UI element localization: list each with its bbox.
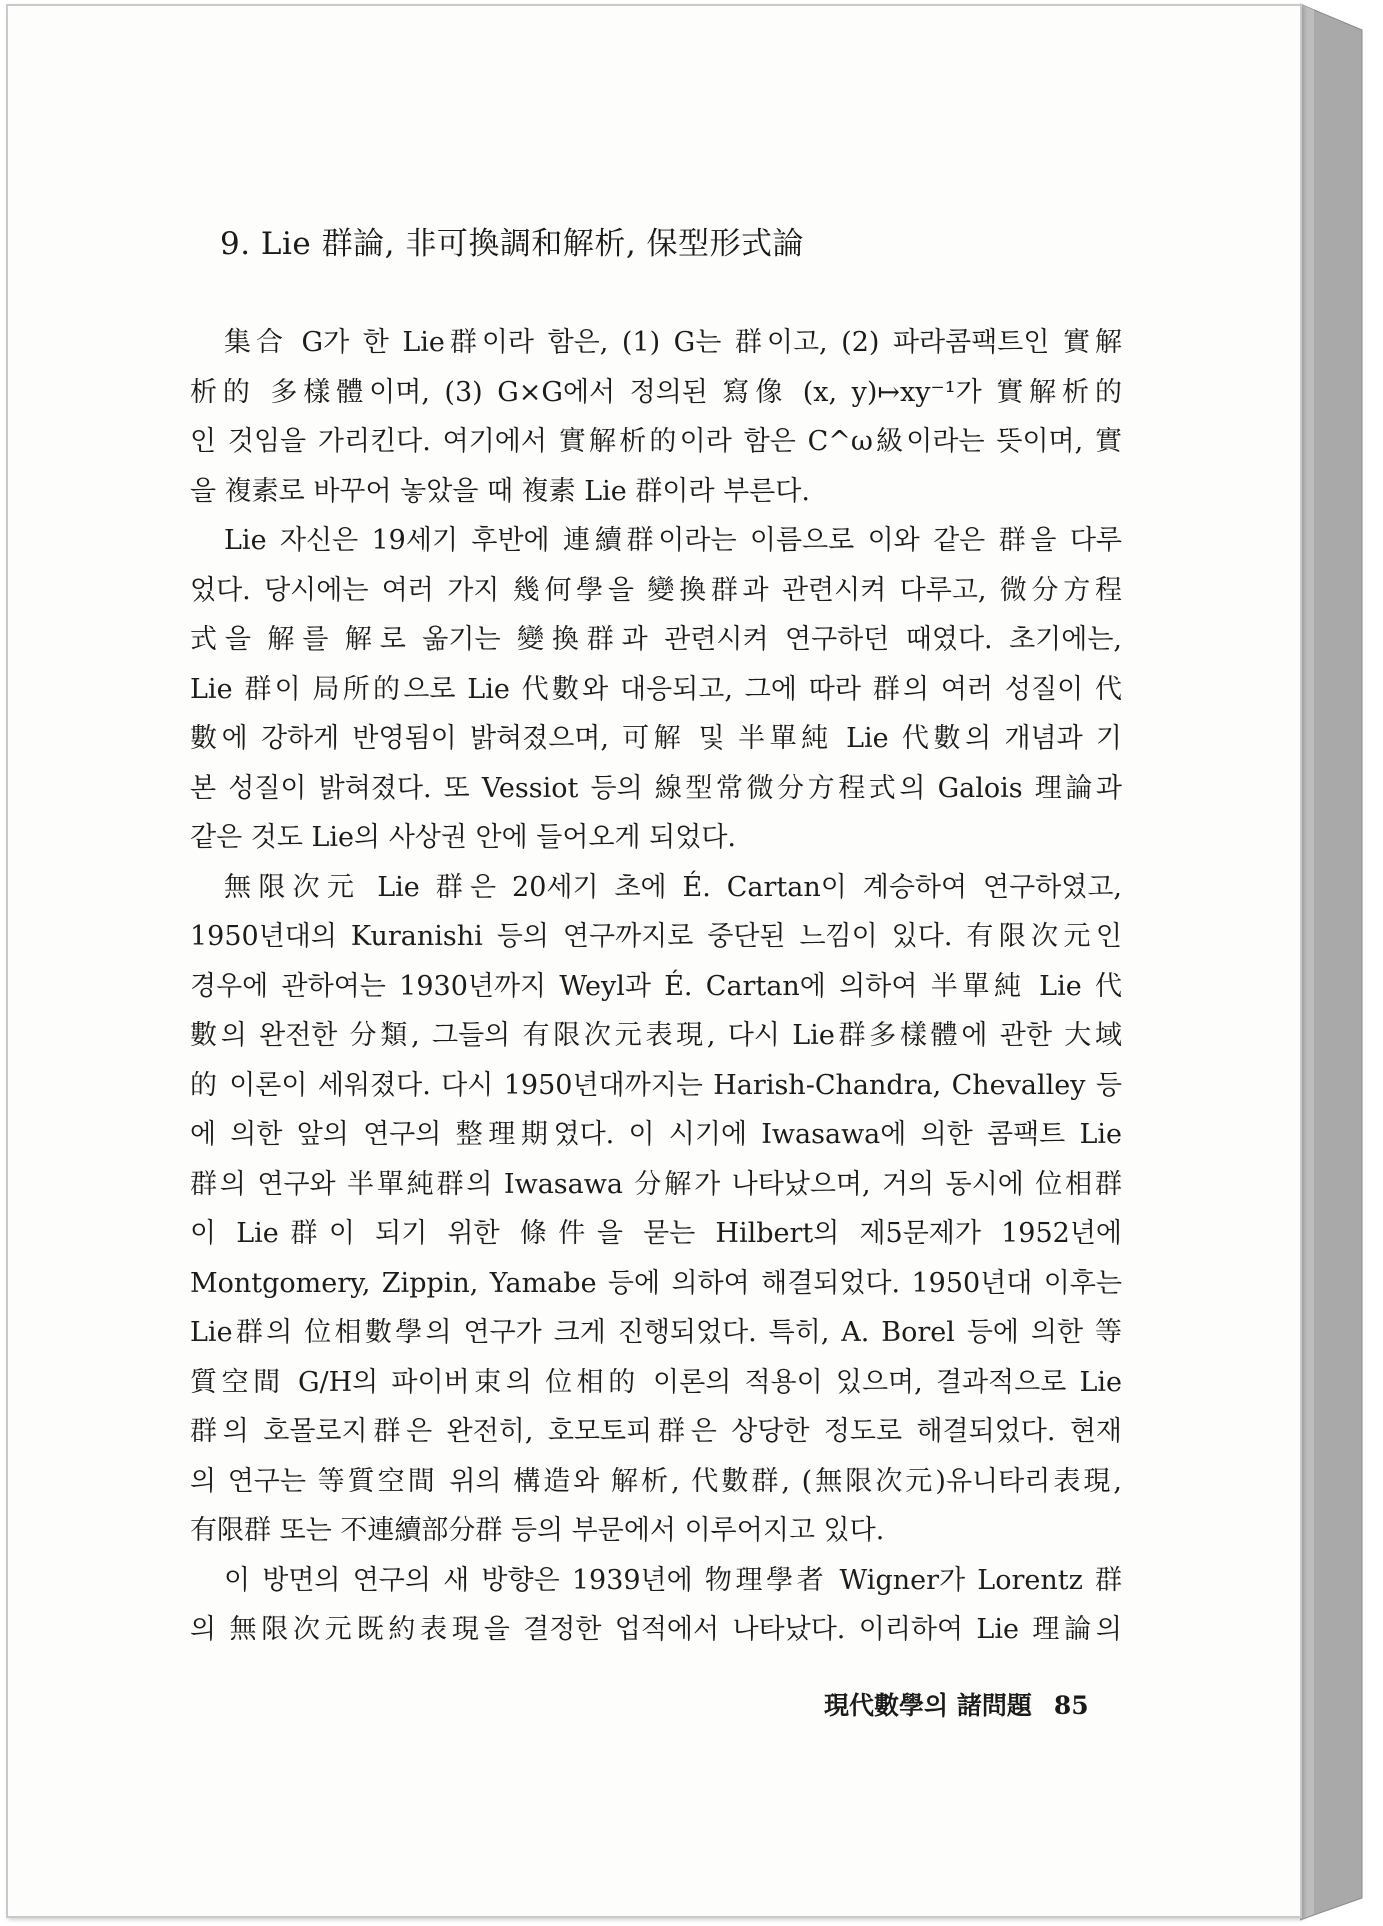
- body-text: [190, 318, 1122, 1655]
- paragraph: [190, 863, 1122, 1556]
- text-line: 본 성질이 밝혀졌다. 또 Vessiot 등의 線型常微分方程式의 Galois 理論과: [190, 772, 1122, 804]
- text-line: 質空間 G/H의 파이버束의 位相的 이론의 적용이 있으며, 결과적으로 Lie: [190, 1366, 1122, 1398]
- text-line: 無限次元 Lie 群은 20세기 초에 É. Cartan이 계승하여 연구하였고,: [224, 871, 1122, 903]
- page: [6, 4, 1302, 1918]
- text-line: 群의 호몰로지群은 완전히, 호모토피群은 상당한 정도로 해결되었다. 현재: [190, 1416, 1122, 1447]
- text-line: 數의 완전한 分類, 그들의 有限次元表現, 다시 Lie群多樣體에 관한 大域: [190, 1020, 1122, 1051]
- text-line: 的 이론이 세워졌다. 다시 1950년대까지는 Harish-Chandra, Chevalley 등: [190, 1069, 1122, 1101]
- text-line: 같은 것도 Lie의 사상권 안에 들어오게 되었다.: [190, 822, 737, 853]
- text-line: Montgomery, Zippin, Yamabe 등에 의하여 해결되었다. 1950년대 이후는: [190, 1267, 1122, 1299]
- text-line: 이 방면의 연구의 새 방향은 1939년에 物理學者 Wigner가 Lorentz 群: [224, 1564, 1122, 1596]
- paragraph: [190, 1556, 1122, 1655]
- text-line: 의 無限次元既約表現을 결정한 업적에서 나타났다. 이리하여 Lie 理論의: [190, 1614, 1122, 1645]
- page-footer: [824, 1686, 1089, 1722]
- paragraph: [190, 318, 1122, 516]
- text-line: 數에 강하게 반영됨이 밝혀졌으며, 可解 및 半單純 Lie 代數의 개념과 기: [190, 723, 1122, 754]
- book-side-edge: [1300, 0, 1370, 1926]
- text-line: 式을 解를 解로 옮기는 變換群과 관련시켜 연구하던 때였다. 초기에는,: [190, 624, 1122, 655]
- text-line: 群의 연구와 半單純群의 Iwasawa 分解가 나타났으며, 거의 동시에 位相群: [190, 1168, 1122, 1200]
- text-line: 에 의한 앞의 연구의 整理期였다. 이 시기에 Iwasawa에 의한 콤팩트 Lie: [190, 1119, 1122, 1150]
- section-heading: 9. Lie 群論, 非可換調和解析, 保型形式論: [220, 226, 805, 262]
- text-line: 析的 多樣體이며, (3) G×G에서 정의된 寫像 (x, y)↦xy⁻¹가 實解析的: [190, 376, 1122, 408]
- text-line: 1950년대의 Kuranishi 등의 연구까지로 중단된 느낌이 있다. 有限次元인: [190, 921, 1122, 952]
- text-line: Lie 群이 局所的으로 Lie 代數와 대응되고, 그에 따라 群의 여러 성질이 代: [190, 673, 1122, 705]
- running-title: 現代數學의 諸問題: [824, 1691, 1032, 1720]
- text-line: Lie 자신은 19세기 후반에 連續群이라는 이름으로 이와 같은 群을 다루: [224, 525, 1122, 556]
- text-line: 이 Lie群이 되기 위한 條件을 묻는 Hilbert의 제5문제가 1952년에: [190, 1218, 1122, 1249]
- text-line: 을 複素로 바꾸어 놓았을 때 複素 Lie 群이라 부른다.: [190, 475, 810, 507]
- text-line: 有限群 또는 不連續部分群 등의 부문에서 이루어지고 있다.: [190, 1515, 885, 1546]
- text-line: 경우에 관하여는 1930년까지 Weyl과 É. Cartan에 의하여 半單純 Lie 代: [190, 970, 1122, 1002]
- text-line: 었다. 당시에는 여러 가지 幾何學을 變換群과 관련시켜 다루고, 微分方程: [190, 574, 1122, 606]
- text-line: Lie群의 位相數學의 연구가 크게 진행되었다. 특히, A. Borel 등에 의한 等: [190, 1317, 1122, 1348]
- page-number: 85: [1053, 1691, 1089, 1720]
- text-line: 의 연구는 等質空間 위의 構造와 解析, 代數群, (無限次元)유니타리表現,: [190, 1465, 1122, 1497]
- text-line: 集合 G가 한 Lie群이라 함은, (1) G는 群이고, (2) 파라콤팩트인 實解: [224, 327, 1122, 358]
- paragraph: [190, 516, 1122, 863]
- text-line: 인 것임을 가리킨다. 여기에서 實解析的이라 함은 C^ω級이라는 뜻이며, 實: [190, 426, 1122, 457]
